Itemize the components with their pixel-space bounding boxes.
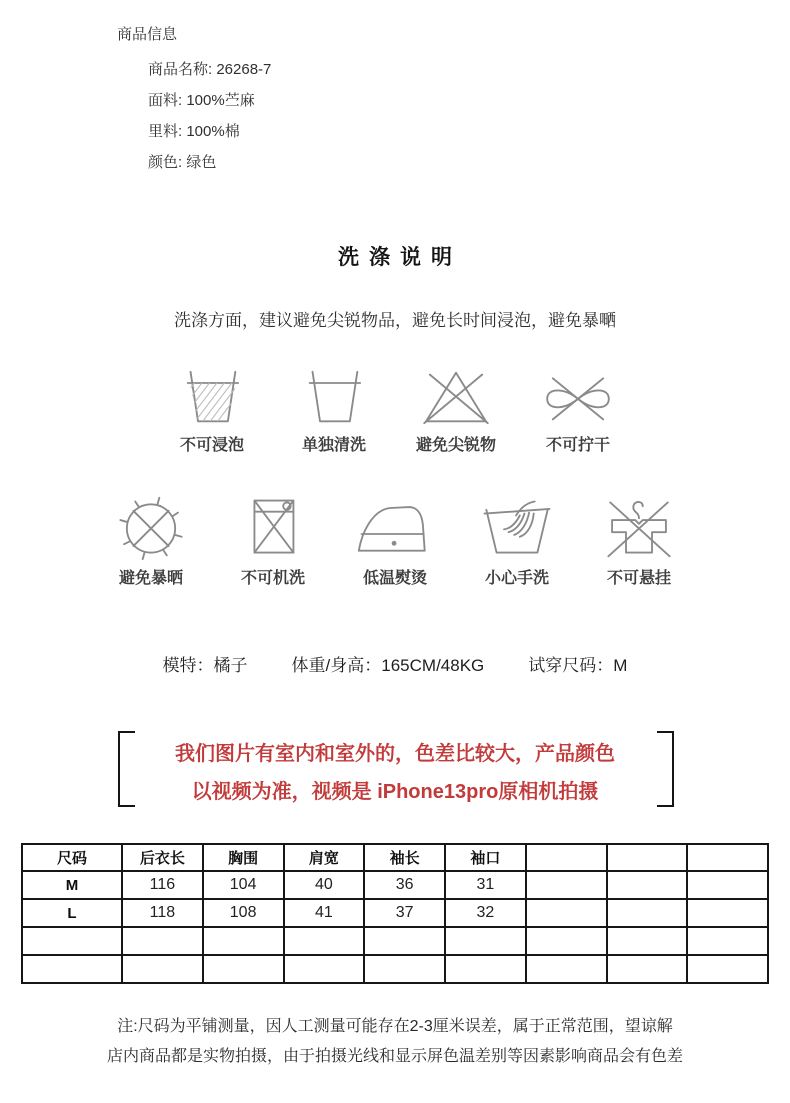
care-item-avoid-sharp xyxy=(413,367,499,455)
model-body-stats: 体重/身高：165CM/48KG xyxy=(291,656,485,675)
measure-cell xyxy=(284,955,365,983)
measure-cell xyxy=(122,955,203,983)
care-label: 不可拧干 xyxy=(545,437,610,454)
footnote-line-1: 注:尺码为平铺测量，因人工测量可能存在2-3厘米误差，属于正常范围，望谅解 xyxy=(117,1018,673,1035)
model-fitting-size: 试穿尺码：M xyxy=(528,656,628,675)
measure-cell xyxy=(607,955,688,983)
measure-cell: 37 xyxy=(364,899,445,927)
footnote-line-2: 店内商品都是实物拍摄，由于拍摄光线和显示屏色温差别等因素影响商品会有色差 xyxy=(106,1048,683,1065)
no-soak-icon xyxy=(170,367,254,427)
care-label: 避免尖锐物 xyxy=(415,437,496,454)
care-item-no-soak xyxy=(169,367,255,455)
measure-cell xyxy=(445,955,526,983)
size-cell xyxy=(22,955,122,983)
notice-line-2: 以视频为准，视频是 iPhone13pro原相机拍摄 xyxy=(191,781,599,803)
table-row xyxy=(22,955,768,983)
measure-cell: 40 xyxy=(284,871,365,899)
size-cell xyxy=(22,927,122,955)
product-name: 商品名称: 26268-7 xyxy=(148,61,272,78)
care-item-low-temp-iron xyxy=(347,495,443,588)
care-icons-row-1 xyxy=(0,367,790,455)
no-machine-wash-icon xyxy=(231,495,315,560)
care-item-avoid-sun xyxy=(103,495,199,588)
measure-cell xyxy=(445,927,526,955)
header-empty xyxy=(607,844,688,871)
measure-cell: 36 xyxy=(364,871,445,899)
measure-cell xyxy=(122,927,203,955)
measure-cell: 41 xyxy=(284,899,365,927)
measure-cell: 104 xyxy=(203,871,284,899)
model-name: 模特：橘子 xyxy=(162,656,248,675)
header-sleeve-length: 袖长 xyxy=(364,844,445,871)
no-hanging-icon xyxy=(597,495,681,560)
table-header-row xyxy=(22,844,768,871)
lining-info: 里料: 100%棉 xyxy=(148,123,240,140)
care-label: 小心手洗 xyxy=(484,570,549,587)
measure-cell xyxy=(284,927,365,955)
care-item-no-hanging xyxy=(591,495,687,588)
measure-cell xyxy=(526,871,607,899)
measure-cell xyxy=(364,927,445,955)
care-label: 不可机洗 xyxy=(240,570,305,587)
measure-cell xyxy=(687,927,768,955)
table-row xyxy=(22,927,768,955)
product-info-title: 商品信息 xyxy=(117,26,178,43)
measure-cell xyxy=(526,955,607,983)
washing-instructions-title: 洗涤说明 xyxy=(338,246,462,269)
measure-cell xyxy=(364,955,445,983)
care-label: 避免暴晒 xyxy=(118,570,183,587)
measure-cell: 116 xyxy=(122,871,203,899)
product-info-section xyxy=(117,24,271,178)
measure-cell xyxy=(687,955,768,983)
hand-wash-icon xyxy=(475,495,559,560)
size-cell: M xyxy=(22,871,122,899)
measurement-footnote xyxy=(0,1012,790,1072)
measure-cell xyxy=(526,927,607,955)
measure-cell xyxy=(687,899,768,927)
measure-cell xyxy=(526,899,607,927)
care-item-no-machine-wash xyxy=(225,495,321,588)
measure-cell xyxy=(607,927,688,955)
care-label: 不可悬挂 xyxy=(606,570,671,587)
header-shoulder: 肩宽 xyxy=(284,844,365,871)
table-row xyxy=(22,899,768,927)
measure-cell xyxy=(203,955,284,983)
measure-cell: 31 xyxy=(445,871,526,899)
care-label: 不可浸泡 xyxy=(179,437,244,454)
avoid-sharp-objects-icon xyxy=(414,367,498,427)
header-cuff: 袖口 xyxy=(445,844,526,871)
measure-cell: 32 xyxy=(445,899,526,927)
wash-separately-icon xyxy=(292,367,376,427)
care-item-wash-separately xyxy=(291,367,377,455)
low-temp-iron-icon xyxy=(353,495,437,560)
size-cell: L xyxy=(22,899,122,927)
header-bust: 胸围 xyxy=(203,844,284,871)
washing-advice-text: 洗涤方面，建议避免尖锐物品，避免长时间浸泡，避免暴嗮 xyxy=(174,311,616,330)
care-item-no-wring xyxy=(535,367,621,455)
care-label: 单独清洗 xyxy=(301,437,366,454)
avoid-sun-exposure-icon xyxy=(109,495,193,560)
measure-cell: 118 xyxy=(122,899,203,927)
measure-cell: 108 xyxy=(203,899,284,927)
measure-cell xyxy=(607,899,688,927)
color-info: 颜色: 绿色 xyxy=(148,154,217,171)
measure-cell xyxy=(607,871,688,899)
measure-cell xyxy=(203,927,284,955)
color-difference-notice xyxy=(0,735,790,811)
measure-cell xyxy=(687,871,768,899)
model-info-line xyxy=(0,651,790,676)
notice-line-1: 我们图片有室内和室外的，色差比较大，产品颜色 xyxy=(175,743,615,765)
header-back-length: 后衣长 xyxy=(122,844,203,871)
no-wring-icon xyxy=(536,367,620,427)
fabric-info: 面料: 100%苎麻 xyxy=(148,92,255,109)
size-chart-table xyxy=(21,843,769,984)
care-icons-row-2 xyxy=(0,495,790,588)
care-item-hand-wash xyxy=(469,495,565,588)
header-size: 尺码 xyxy=(22,844,122,871)
table-row xyxy=(22,871,768,899)
care-label: 低温熨烫 xyxy=(362,570,427,587)
header-empty xyxy=(687,844,768,871)
header-empty xyxy=(526,844,607,871)
